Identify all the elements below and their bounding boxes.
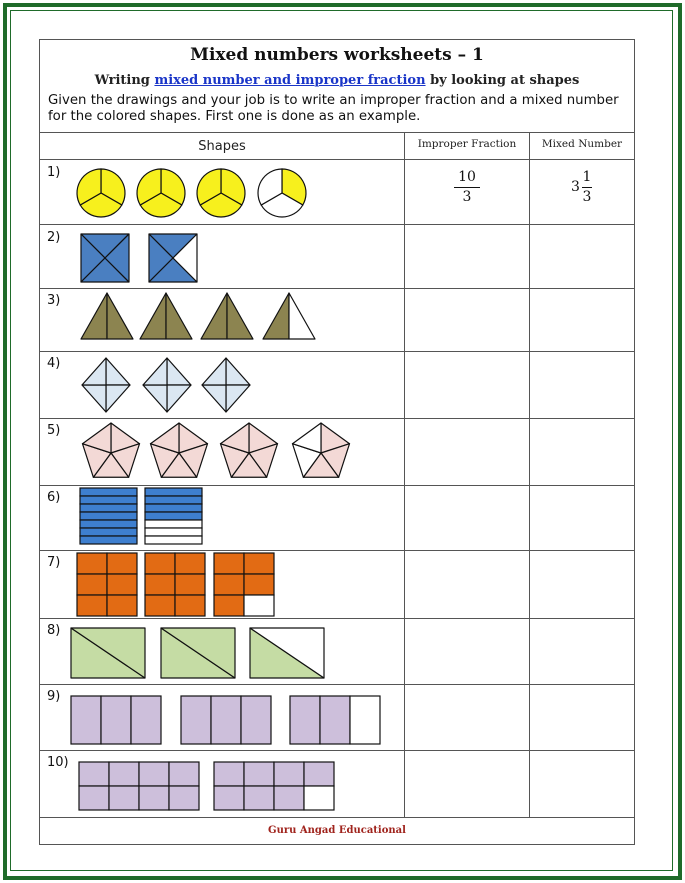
- grid-cell: [244, 595, 274, 616]
- row-label-5: 5): [47, 423, 61, 438]
- subtitle-suffix: by looking at shapes: [425, 73, 580, 88]
- rect-third: [181, 696, 211, 744]
- row-label-9: 9): [47, 689, 61, 704]
- grid-cell: [175, 595, 205, 616]
- diamond-quarter: [226, 358, 250, 385]
- bar-strip: [145, 520, 202, 528]
- grid-cell: [214, 553, 244, 574]
- triangle-half: [263, 293, 289, 339]
- grid-cell: [145, 553, 175, 574]
- grid-cell: [139, 786, 169, 810]
- worksheet-title: Mixed numbers worksheets – 1: [190, 45, 484, 65]
- fraction-shapes-drawing: [40, 40, 634, 844]
- column-header-mixed-number: Mixed Number: [541, 138, 623, 150]
- rect-third: [350, 696, 380, 744]
- column-header-shapes: Shapes: [198, 139, 246, 154]
- grid-cell: [109, 786, 139, 810]
- grid-cell: [175, 574, 205, 595]
- triangle-half: [81, 293, 107, 339]
- rect-third: [211, 696, 241, 744]
- diamond-quarter: [167, 385, 191, 412]
- bar-strip: [80, 496, 137, 504]
- row-label-6: 6): [47, 490, 61, 505]
- grid-cell: [304, 762, 334, 786]
- diamond-quarter: [202, 358, 226, 385]
- worksheet: [39, 39, 635, 845]
- example-mixed-denominator: 3: [582, 189, 592, 205]
- grid-cell: [214, 574, 244, 595]
- grid-cell: [274, 762, 304, 786]
- grid-cell: [77, 553, 107, 574]
- rect-third: [320, 696, 350, 744]
- grid-cell: [79, 762, 109, 786]
- diamond-quarter: [143, 385, 167, 412]
- triangle-half: [201, 293, 227, 339]
- grid-cell: [169, 786, 199, 810]
- grid-cell: [304, 786, 334, 810]
- rect-third: [241, 696, 271, 744]
- diamond-quarter: [167, 358, 191, 385]
- grid-cell: [77, 595, 107, 616]
- row-label-10: 10): [47, 755, 69, 770]
- grid-cell: [214, 786, 244, 810]
- example-improper-denominator: 3: [462, 189, 472, 205]
- row-label-3: 3): [47, 293, 61, 308]
- diamond-quarter: [82, 385, 106, 412]
- grid-cell: [139, 762, 169, 786]
- grid-cell: [79, 786, 109, 810]
- grid-cell: [107, 574, 137, 595]
- bar-strip: [145, 504, 202, 512]
- grid-cell: [145, 595, 175, 616]
- row-label-1: 1): [47, 165, 61, 180]
- grid-cell: [214, 595, 244, 616]
- grid-cell: [244, 762, 274, 786]
- bar-strip: [145, 512, 202, 520]
- example-improper-numerator: 10: [458, 169, 476, 185]
- bar-strip: [80, 528, 137, 536]
- grid-cell: [274, 786, 304, 810]
- bar-strip: [145, 488, 202, 496]
- triangle-half: [289, 293, 315, 339]
- triangle-half: [140, 293, 166, 339]
- example-mixed-whole: 3: [571, 179, 580, 195]
- row-label-8: 8): [47, 623, 61, 638]
- grid-cell: [107, 553, 137, 574]
- row-label-4: 4): [47, 356, 61, 371]
- grid-cell: [109, 762, 139, 786]
- bar-strip: [80, 512, 137, 520]
- grid-cell: [214, 762, 244, 786]
- column-header-improper-fraction: Improper Fraction: [417, 138, 517, 150]
- bar-strip: [145, 536, 202, 544]
- diamond-quarter: [82, 358, 106, 385]
- rect-third: [131, 696, 161, 744]
- triangle-half: [227, 293, 253, 339]
- row-label-7: 7): [47, 555, 61, 570]
- diamond-quarter: [106, 385, 130, 412]
- subtitle-link[interactable]: mixed number and improper fraction: [154, 73, 426, 88]
- rect-third: [71, 696, 101, 744]
- diamond-quarter: [143, 358, 167, 385]
- example-mixed-numerator: 1: [582, 169, 592, 185]
- diamond-quarter: [202, 385, 226, 412]
- grid-cell: [175, 553, 205, 574]
- grid-cell: [169, 762, 199, 786]
- diamond-quarter: [106, 358, 130, 385]
- bar-strip: [80, 488, 137, 496]
- triangle-half: [166, 293, 192, 339]
- triangle-half: [107, 293, 133, 339]
- bar-strip: [80, 520, 137, 528]
- grid-cell: [145, 574, 175, 595]
- grid-cell: [107, 595, 137, 616]
- subtitle-prefix: Writing: [94, 73, 155, 88]
- grid-cell: [244, 786, 274, 810]
- grid-cell: [77, 574, 107, 595]
- bar-strip: [80, 536, 137, 544]
- grid-cell: [244, 574, 274, 595]
- rect-third: [101, 696, 131, 744]
- bar-strip: [145, 528, 202, 536]
- instructions-text: Given the drawings and your job is to write an improper fraction and a mixed number for the colored shapes. First one is done as an example.: [48, 93, 619, 124]
- bar-strip: [145, 496, 202, 504]
- diamond-quarter: [226, 385, 250, 412]
- bar-strip: [80, 504, 137, 512]
- rect-third: [290, 696, 320, 744]
- grid-cell: [244, 553, 274, 574]
- footer-credit: Guru Angad Educational: [268, 825, 406, 836]
- row-label-2: 2): [47, 230, 61, 245]
